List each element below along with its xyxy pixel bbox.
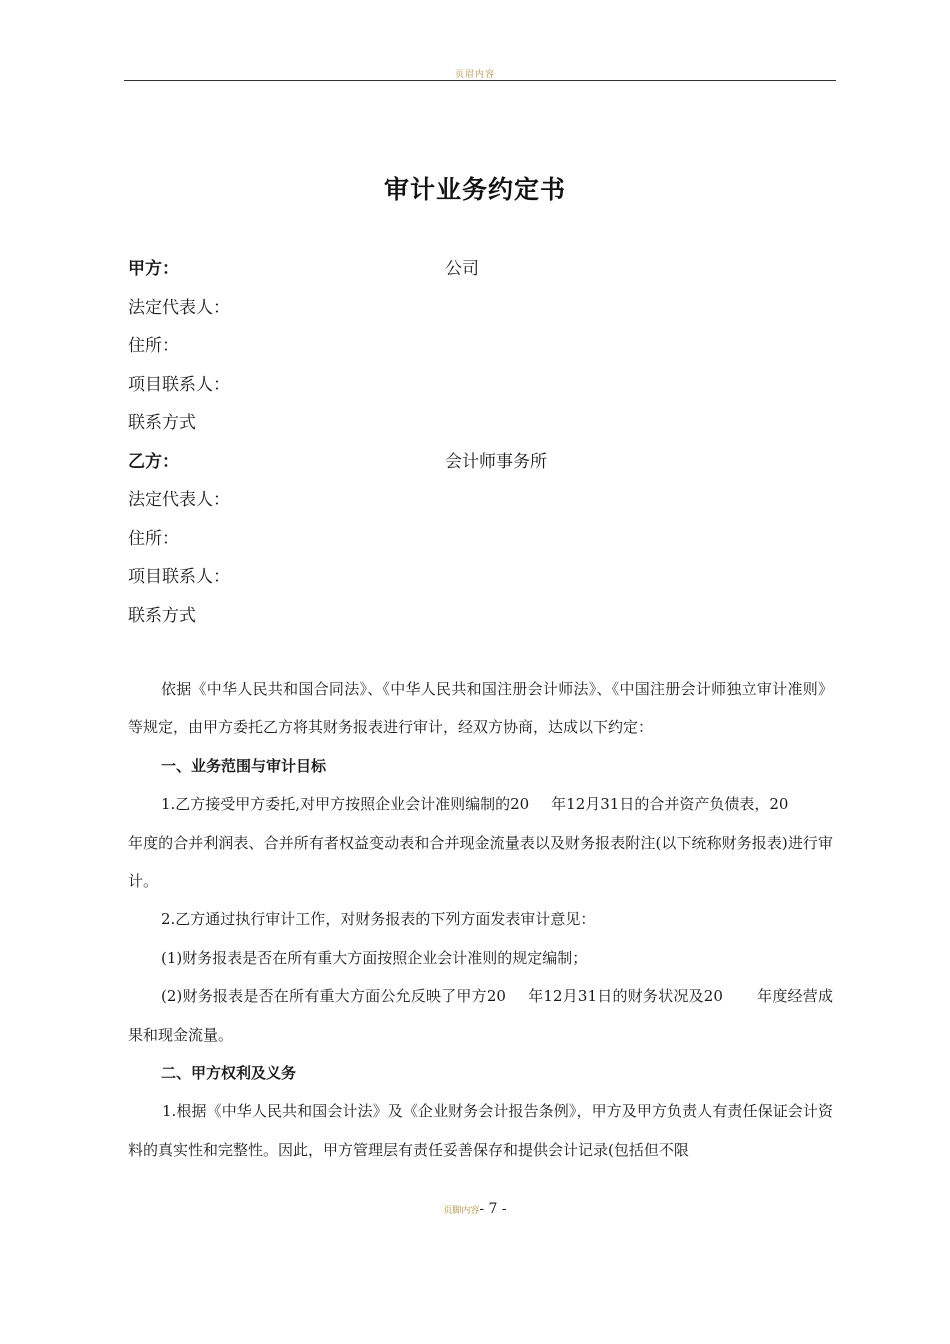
party-a-rep-row [128, 289, 828, 328]
party-b-contact-row [128, 597, 828, 636]
section1-paragraph3: (1)财务报表是否在所有重大方面按照企业会计准则的规定编制； [161, 948, 588, 967]
section1-paragraph2: 2.乙方通过执行审计工作，对财务报表的下列方面发表审计意见： [161, 910, 596, 929]
party-b-name: 会计师事务所 [445, 451, 547, 472]
party-a-label: 甲方： [128, 259, 179, 279]
section1-paragraph1 [128, 785, 833, 900]
party-b-rep-label: 法定代表人： [128, 490, 230, 510]
footer-label: 页脚内容 [443, 1206, 480, 1216]
s1p1-part-c: 年度的合并利润表、合并所有者权益变动表和合并现金流量表以及财务报表附注(以下统称财务报表)进行审计。 [128, 833, 833, 891]
party-b-contact-label: 联系方式 [128, 605, 196, 626]
party-a-addr-label: 住所： [128, 336, 179, 356]
party-b-label: 乙方： [128, 451, 179, 472]
party-a-contact-row [128, 404, 828, 443]
page-header: 页眉内容 [454, 70, 495, 80]
contract-body [128, 670, 833, 1169]
section1-paragraph4 [128, 977, 833, 1054]
party-b-contact-person-label: 项目联系人： [128, 567, 230, 587]
party-a-name: 公司 [445, 259, 479, 279]
party-b-contact-person-row [128, 558, 828, 597]
section2-heading: 二、甲方权利及义务 [161, 1064, 297, 1083]
party-a-row [128, 250, 828, 289]
parties-block [128, 250, 828, 635]
party-b-rep-row [128, 481, 828, 520]
page-number: - 7 - [479, 1201, 507, 1217]
party-a-addr-row [128, 327, 828, 366]
party-b-addr-label: 住所： [128, 528, 179, 549]
s1p4-part-a: (2)财务报表是否在所有重大方面公允反映了甲方20 [161, 987, 506, 1006]
party-a-contact-label: 联系方式 [128, 413, 196, 433]
s1p1-part-a: 1.乙方接受甲方委托,对甲方按照企业会计准则编制的20 [161, 795, 530, 814]
intro-paragraph: 依据《中华人民共和国合同法》、《中华人民共和国注册会计师法》、《中国注册会计师独立审计准则》等规定，由甲方委托乙方将其财务报表进行审计，经双方协商，达成以下约定： [128, 680, 833, 737]
document-title: 审计业务约定书 [383, 175, 566, 204]
s1p4-part-b: 年12月31日的财务状况及20 [527, 987, 723, 1006]
s1p4-part-c: 年度经营成果和现金流量。 [128, 987, 833, 1044]
party-a-contact-person-label: 项目联系人： [128, 374, 230, 395]
party-a-contact-person-row [128, 366, 828, 405]
header-divider [124, 80, 836, 81]
page-footer [0, 1198, 950, 1217]
section1-heading: 一、业务范围与审计目标 [161, 756, 327, 775]
section2-paragraph1: 1.根据《中华人民共和国会计法》及《企业财务会计报告条例》，甲方及甲方负责人有责任保证会计资料的真实性和完整性。因此，甲方管理层有责任妥善保存和提供会计记录(包括但不限 [128, 1102, 833, 1159]
party-b-addr-row [128, 520, 828, 559]
party-b-row [128, 443, 828, 482]
s1p1-part-b: 年12月31日的合并资产负债表，20 [551, 795, 789, 814]
party-a-rep-label: 法定代表人： [128, 297, 230, 318]
